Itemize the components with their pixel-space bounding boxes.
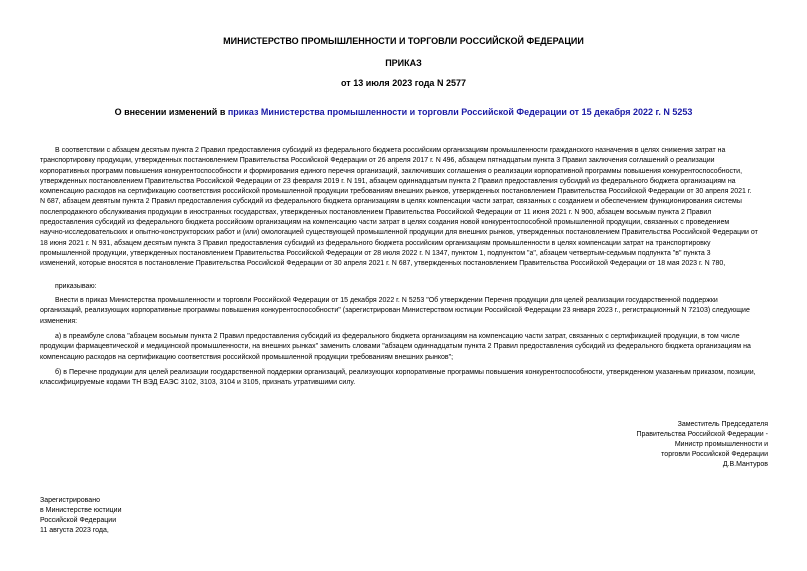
signature-line: торговли Российской Федерации — [661, 451, 768, 458]
registration-block — [40, 496, 240, 536]
order-word — [40, 282, 768, 292]
item-a-line: продукции фармацевтической и медицинской промышленности, на внешних рынках" заменить словами "абзацем одиннадцатым пункта 2 Правил предоставления субсидий из федерального бюджета организациям на — [40, 343, 751, 351]
title-prefix: О внесении изменений в — [114, 107, 226, 117]
registration-line: в Министерстве юстиции — [40, 507, 122, 514]
item-a-paragraph — [40, 332, 768, 363]
registration-line: Зарегистрировано — [40, 497, 100, 504]
preamble-line: компенсацию расходов на сертификацию соответствия российской промышленной продукции требованиям внешних рынков, утвержденных постановлением Правительства Российской Федерации от 30 апреля 2021 г. — [40, 188, 752, 196]
preamble-line: В соответствии с абзацем десятым пункта 2 Правил предоставления субсидий из федерального бюджета российским организациям промышленности гражданского назначения в целях снижения затрат на — [55, 147, 726, 154]
item-a-line: компенсацию расходов на сертификацию соответствия российской промышленной продукции требованиям внешних рынков"; — [40, 353, 454, 361]
order-word-text: приказываю: — [55, 283, 97, 290]
preamble-line: утвержденных постановлением Правительства Российской Федерации от 23 февраля 2019 г. N 191, абзацем одиннадцатым пункта 2 Правил предоставления субсидий из федерального бюджета организациям на — [40, 177, 736, 185]
item-1-line: Внести в приказ Министерства промышленности и торговли Российской Федерации от 15 декабря 2022 г. N 5253 "Об утверждении Перечня продукции для целей реализации государственной поддержки — [55, 297, 718, 304]
preamble-line: послепродажного обслуживания продукции в иностранных государствах, утвержденных постановлением Правительства Российской Федерации от 11 июня 2021 г. N 900, абзацем восьмым пункта 2 Правил — [40, 208, 712, 216]
item-b-paragraph — [40, 368, 768, 389]
ministry-heading: МИНИСТЕРСТВО ПРОМЫШЛЕННОСТИ И ТОРГОВЛИ РОССИЙСКОЙ ФЕДЕРАЦИИ — [223, 36, 584, 46]
item-1-paragraph — [40, 296, 768, 327]
signature-line: Министр промышленности и — [674, 441, 768, 448]
item-1-line: организаций, реализующих корпоративные программы повышения конкурентоспособности" (зарегистрирован Министерством юстиции Российской Федерации 23 января 2023 г., регистрационный N 72103) следующие — [40, 307, 750, 315]
preamble-line: 18 июня 2021 г. N 931, абзацем десятым пункта 3 Правил предоставления субсидий из федерального бюджета российским организациям промышленности в целях компенсации затрат на транспортировку — [40, 239, 711, 247]
preamble-line: предоставления субсидий из федерального бюджета российским организациям на компенсацию части затрат в целях создания новой конкурентоспособной промышленной продукции, связанных с проведением — [40, 219, 730, 227]
item-b-line: классифицируемые кодами ТН ВЭД ЕАЭС 3102, 3103, 3104 и 3105, признать утратившими силу. — [40, 379, 356, 387]
preamble-line: N 687, абзацем девятым пункта 2 Правил предоставления субсидий из федерального бюджета организациям в целях компенсации части затрат, связанных с созданием и обеспечением функционирования системы — [40, 198, 742, 206]
item-a-line: а) в преамбуле слова "абзацем восьмым пункта 2 Правил предоставления субсидий из федерального бюджета организациям на компенсацию части затрат, связанных с сертификацией продукции, в том числе — [55, 333, 740, 340]
preamble-line: изменений, которые вносятся в постановление Правительства Российской Федерации от 30 апреля 2021 г. N 687, утвержденных постановлением Правительства Российской Федерации от 18 мая 2023 г. N 780, — [40, 260, 726, 268]
order-date-number: от 13 июля 2023 года N 2577 — [341, 78, 466, 88]
item-1-line: изменения: — [40, 317, 78, 325]
title-link[interactable]: приказ Министерства промышленности и торговли Российской Федерации от 15 декабря 2022 г. N 5253 — [227, 107, 693, 117]
registration-line: Российской Федерации — [40, 517, 117, 524]
preamble-paragraph — [40, 146, 768, 270]
item-b-line: б) в Перечне продукции для целей реализации государственной поддержки организаций, реализующих корпоративные программы повышения конкурентоспособности, утвержденном указанным приказом, позиции, — [55, 369, 756, 376]
signature-line: Правительства Российской Федерации - — [636, 431, 768, 438]
preamble-line: транспортировку продукции, утвержденных постановлением Правительства Российской Федерации от 26 апреля 2017 г. N 496, абзацем пятнадцатым пункта 3 Правил заключения соглашений о реализации — [40, 157, 715, 165]
document-title — [0, 107, 807, 118]
signer-name: Д.В.Мантуров — [722, 461, 768, 468]
order-type: ПРИКАЗ — [385, 58, 422, 68]
signature-block — [560, 420, 768, 470]
registration-line: 11 августа 2023 года, — [40, 527, 109, 534]
signature-line: Заместитель Председателя — [677, 421, 768, 428]
preamble-line: корпоративных программ повышения конкурентоспособности и формирования единого перечня организаций, заключивших соглашения о реализации корпоративной программы повышения конкурентоспособности, — [40, 167, 743, 175]
preamble-line: промышленной продукции, утвержденных постановлением Правительства Российской Федерации от 28 июля 2022 г. N 1347, пунктом 1, подпунктом "а", абзацем четвертым-седьмым подпункта "в" пункта 3 — [40, 249, 711, 257]
preamble-line: научно-исследовательских и опытно-конструкторских работ и (или) омологацией существующей промышленной продукции для внешних рынков, утвержденных постановлением Правительства Российской Федерации от — [40, 229, 758, 237]
